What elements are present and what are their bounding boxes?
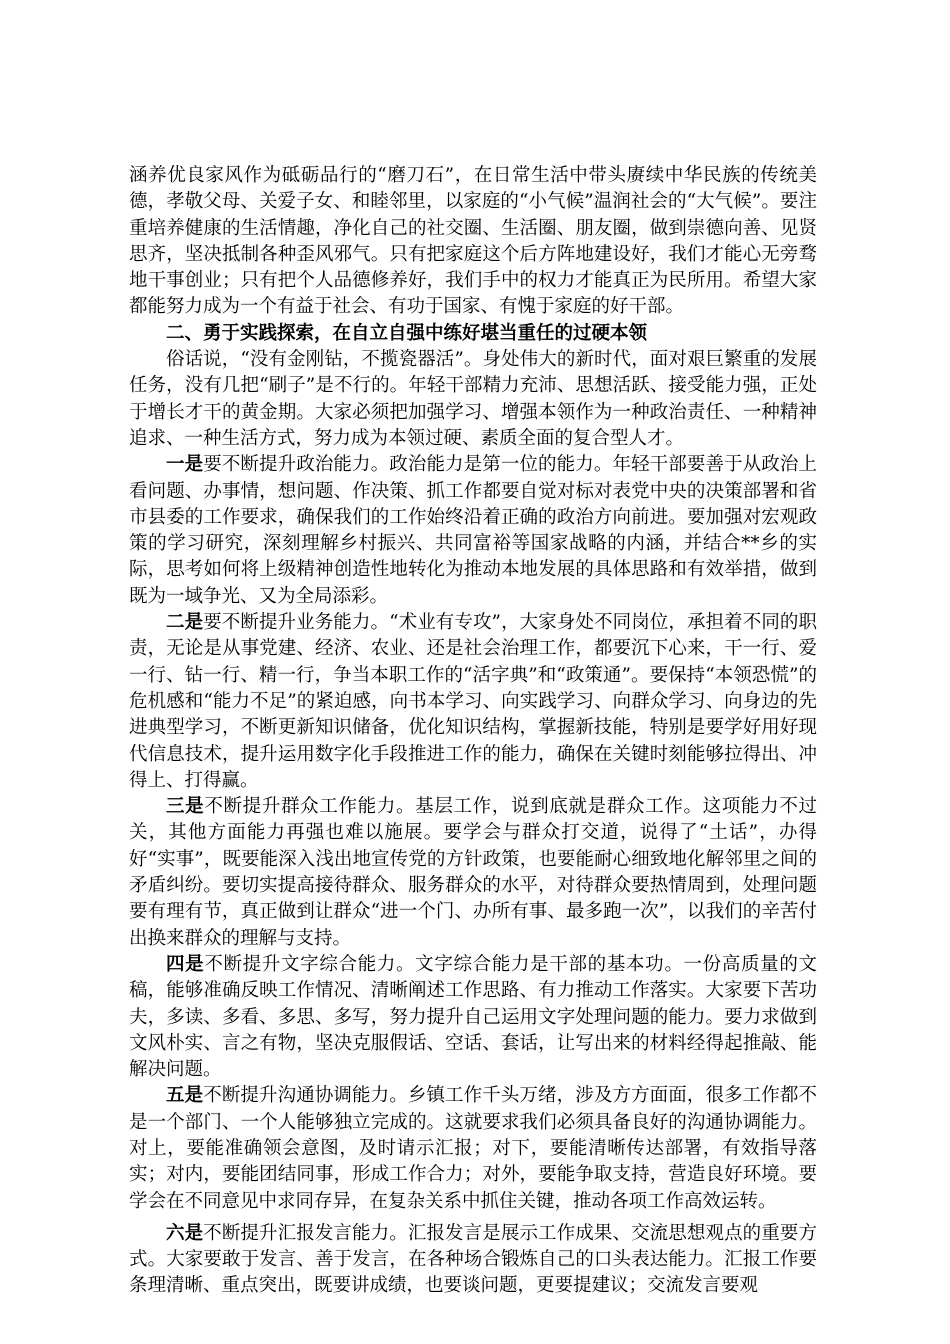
item-text-3: 不断提升群众工作能力。基层工作，说到底就是群众工作。这项能力不过关，其他方面能力再强也难以施展。要学会与群众打交道，说得了“土话”，办得好“实事”，既要能深入浅出地宣传党的方针政策，也要能耐心细致地化解邻里之间的矛盾纠纷。要切实提高接待群众、服务群众的水平，对待群众要热情周到，处理问题要有理有节，真正做到让群众“进一个门、办所有事、最多跑一次”，以我们的辛苦付出换来群众的理解与支持。 [129, 796, 817, 949]
item-paragraph-2 [129, 610, 817, 794]
item-lead-2: 二是 [166, 612, 204, 634]
item-text-4: 不断提升文字综合能力。文字综合能力是干部的基本功。一份高质量的文稿，能够准确反映工作情况、清晰阐述工作思路、有力推动工作落实。大家要下苦功夫，多读、多看、多思、多写，努力提升自己运用文字处理问题的能力。要力求做到文风朴实、言之有物，坚决克服假话、空话、套话，让写出来的材料经得起推敲、能解决问题。 [129, 953, 817, 1081]
intro-paragraph: 涵养优良家风作为砥砺品行的“磨刀石”，在日常生活中带头赓续中华民族的传统美德，孝敬父母、关爱子女、和睦邻里，以家庭的“小气候”温润社会的“大气候”。要注重培养健康的生活情趣，净化自己的社交圈、生活圈、朋友圈，做到崇德向善、见贤思齐，坚决抵制各种歪风邪气。只有把家庭这个后方阵地建设好，我们才能心无旁骛地干事创业；只有把个人品德修养好，我们手中的权力才能真正为民所用。希望大家都能努力成为一个有益于社会、有功于国家、有愧于家庭的好干部。 [129, 165, 817, 318]
item-text-5: 不断提升沟通协调能力。乡镇工作千头万绪，涉及方方面面，很多工作都不是一个部门、一个人能够独立完成的。这就要求我们必须具备良好的沟通协调能力。对上，要能准确领会意图，及时请示汇报；对下，要能清晰传达部署，有效指导落实；对内，要能团结同事，形成工作合力；对外，要能争取支持，营造良好环境。要学会在不同意见中求同存异，在复杂关系中抓住关键，推动各项工作高效运转。 [129, 1085, 817, 1212]
item-text-1: 要不断提升政治能力。政治能力是第一位的能力。年轻干部要善于从政治上看问题、办事情，想问题、作决策、抓工作都要自觉对标对表党中央的决策部署和省市县委的工作要求，确保我们的工作始终沿着正确的政治方向前进。要加强对宏观政策的学习研究，深刻理解乡村振兴、共同富裕等国家战略的内涵，并结合**乡的实际，思考如何将上级精神创造性地转化为推动本地发展的具体思路和有效举措，做到既为一域争光、又为全局添彩。 [129, 454, 817, 607]
section-intro-paragraph: 俗话说，“没有金刚钻，不揽瓷器活”。身处伟大的新时代，面对艰巨繁重的发展任务，没有几把“刷子”是不行的。年轻干部精力充沛、思想活跃、接受能力强，正处于增长才干的黄金期。大家必须把加强学习、增强本领作为一种政治责任、一种精神追求、一种生活方式，努力成为本领过硬、素质全面的复合型人才。 [129, 349, 817, 449]
item-paragraph-5 [129, 1083, 817, 1214]
item-lead-4: 四是 [166, 953, 205, 975]
section-heading: 二、勇于实践探索，在自立自强中练好堪当重任的过硬本领 [166, 322, 648, 344]
item-paragraph-3 [129, 794, 817, 952]
item-lead-1: 一是 [166, 454, 204, 476]
item-paragraph-4 [129, 952, 817, 1083]
item-lead-6: 六是 [166, 1222, 204, 1244]
item-text-2: 要不断提升业务能力。“术业有专攻”，大家身处不同岗位，承担着不同的职责，无论是从事党建、经济、农业、还是社会治理工作，都要沉下心来，干一行、爱一行、钻一行、精一行，争当本职工作的“活字典”和“政策通”。要保持“本领恐慌”的危机感和“能力不足”的紧迫感，向书本学习、向实践学习、向群众学习、向身边的先进典型学习，不断更新知识储备，优化知识结构，掌握新技能，特别是要学好用好现代信息技术，提升运用数字化手段推进工作的能力，确保在关键时刻能够拉得出、冲得上、打得赢。 [129, 612, 817, 791]
item-text-6: 不断提升汇报发言能力。汇报发言是展示工作成果、交流思想观点的重要方式。大家要敢于发言、善于发言，在各种场合锻炼自己的口头表达能力。汇报工作要条理清晰、重点突出，既要讲成绩，也要谈问题，更要提建议；交流发言要观 [129, 1222, 817, 1297]
item-lead-5: 五是 [166, 1085, 204, 1107]
document-page [129, 163, 817, 1300]
item-paragraph-6 [129, 1221, 817, 1300]
item-lead-3: 三是 [166, 796, 205, 818]
item-paragraph-1 [129, 452, 817, 610]
